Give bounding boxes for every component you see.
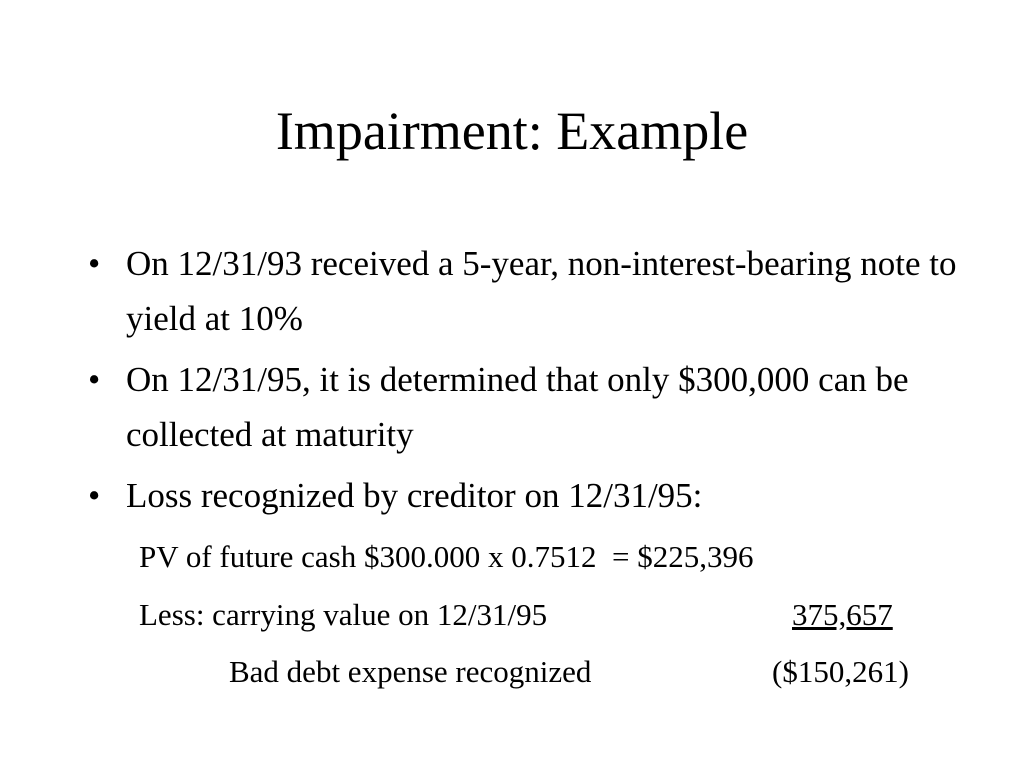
bullet-text: On 12/31/93 received a 5-year, non-interest-bearing note to yield at 10%: [126, 244, 957, 338]
carrying-value-label: Less: carrying value on 12/31/95: [139, 597, 548, 632]
bullet-item: [88, 236, 968, 346]
bullet-text: Loss recognized by creditor on 12/31/95:: [126, 476, 703, 515]
slide-title: Impairment: Example: [275, 101, 749, 161]
bad-debt-label: Bad debt expense recognized: [229, 654, 592, 689]
bad-debt-amount: ($150,261): [772, 654, 909, 689]
bullet-item: [88, 352, 968, 462]
bullet-list: [88, 236, 968, 529]
carrying-value-amount: 375,657: [792, 597, 893, 632]
bullet-icon: •: [88, 476, 101, 515]
bullet-icon: •: [88, 244, 101, 283]
bullet-text: On 12/31/95, it is determined that only $300,000 can be collected at maturity: [126, 360, 909, 454]
pv-calculation-line: PV of future cash $300.000 x 0.7512 = $225,396: [139, 539, 754, 574]
bullet-item: [88, 468, 968, 523]
bullet-icon: •: [88, 360, 101, 399]
